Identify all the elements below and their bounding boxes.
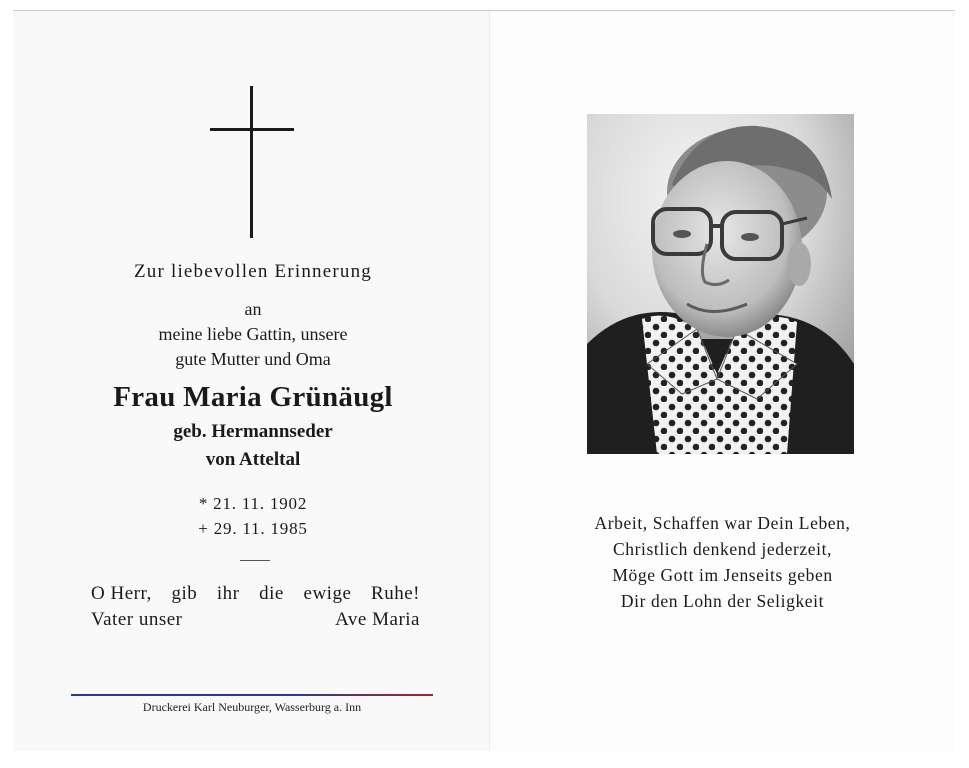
printer-credit: Druckerei Karl Neuburger, Wasserburg a. Inn: [142, 700, 362, 714]
gattin-line: meine liebe Gattin, unsere: [158, 324, 348, 344]
ave-maria: Ave Maria: [335, 609, 420, 630]
memorial-card: [13, 10, 955, 751]
prayer-word: ewige: [303, 583, 352, 604]
verse-line: Christlich denkend jederzeit,: [612, 539, 833, 559]
prayer-word: die: [259, 583, 284, 604]
printer-rule: [71, 694, 433, 696]
birth-date: * 21. 11. 1902: [198, 494, 308, 513]
prayer-word: Ruhe!: [371, 583, 420, 604]
cross-icon: [210, 86, 294, 238]
birth-name: geb. Hermannseder: [173, 421, 333, 442]
divider-dash: [240, 560, 270, 561]
prayer-line: [91, 583, 420, 605]
an-line: an: [244, 299, 262, 319]
prayer-word: O Herr,: [91, 583, 152, 604]
left-panel: [13, 11, 490, 751]
deceased-name: Frau Maria Grünäugl: [113, 381, 393, 413]
right-panel: [490, 11, 955, 751]
verse-line: Arbeit, Schaffen war Dein Leben,: [594, 513, 851, 533]
prayer-word: ihr: [216, 583, 240, 604]
memory-heading: Zur liebevollen Erinnerung: [133, 261, 373, 282]
death-date: + 29. 11. 1985: [198, 519, 308, 538]
vater-unser: Vater unser: [91, 609, 183, 630]
portrait-photo: [587, 114, 854, 454]
mutter-line: gute Mutter und Oma: [175, 349, 331, 369]
verse-line: Möge Gott im Jenseits geben: [612, 565, 833, 585]
place-of-origin: von Atteltal: [205, 449, 301, 470]
prayer-names: [91, 609, 420, 631]
prayer-word: gib: [171, 583, 198, 604]
verse-line: Dir den Lohn der Seligkeit: [620, 591, 825, 611]
